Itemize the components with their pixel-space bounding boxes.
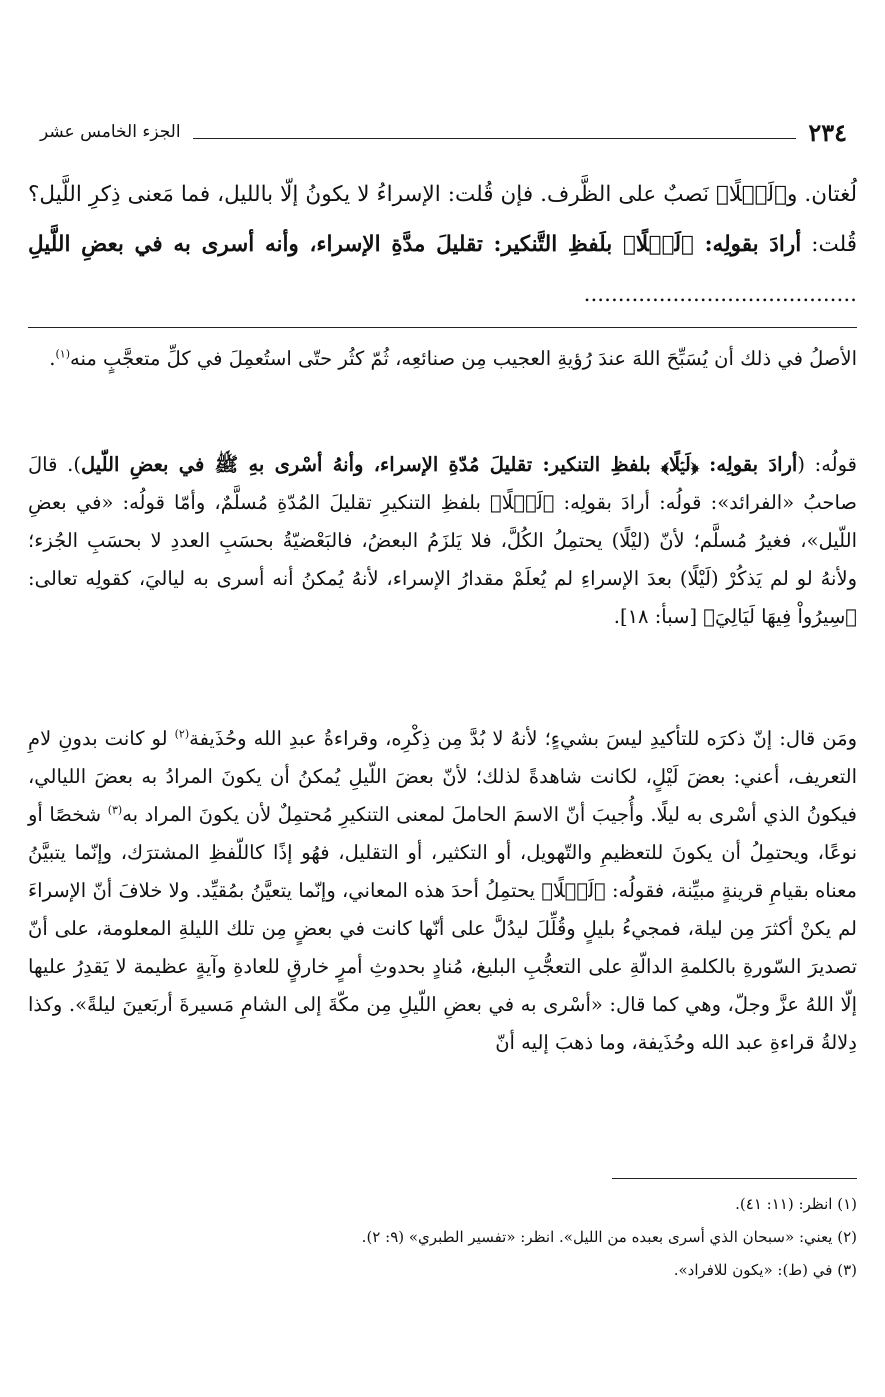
commentary-p3-part-a: ومَن قال: إنّ ذكرَه للتأكيدِ ليسَ بشيءٍ؛ لأنهُ لا بُدَّ مِن ذِكْرِه، وقراءةُ عبدِ الله وحُذَيفة (189, 727, 858, 750)
commentary-paragraph-1 (28, 340, 857, 378)
main-text-dots: ........................................ (583, 282, 857, 307)
page-number: ٢٣٤ (808, 117, 847, 147)
footnote-ref-2: (٢) (174, 727, 190, 741)
commentary-paragraph-2 (28, 446, 857, 636)
main-text-part-b: أرادَ بقولِه: ﴿لَيۡلًا﴾ بلَفظِ التَّنكير: تقليلَ مدَّةِ الإسراء، وأنه أسرى به في بعضِ اللَّيلِ (28, 232, 802, 257)
footnotes (28, 1188, 857, 1287)
main-text (28, 170, 857, 320)
footnote-rule (612, 1178, 857, 1179)
commentary-p2-lead: قولُه: ( (797, 453, 858, 476)
footnote-3: (٣) في (ط): «يكون للافراد». (673, 1261, 857, 1279)
commentary-p3-part-b: لو كانت بدونِ لامِ التعريف، أعني: بعضَ لَيْلٍ، لكانت شاهدةً لذلك؛ لأنّ بعضَ اللّيلِ يُمكنُ أن يكونَ المرادُ به بعضَ الليالي، فيكونُ الذي أسْرى به ليلًا. وأُجيبَ أنّ الاسمَ الحاملَ لمعنى التنكيرِ مُحتمِلٌ لأن يكونَ المراد به (28, 727, 857, 826)
footnote-1: (١) انظر: (١١: ٤١). (735, 1195, 857, 1213)
footnote-ref-1: (١) (55, 347, 71, 361)
page-header (40, 112, 847, 152)
main-text-part-a: لُغتان. و﴿لَيۡلًا﴾ نَصبٌ على الظَّرف. فإن قُلت: الإسراءُ لا يكونُ إلّا بالليل، فما مَعنى ذِكرِ اللَّيل؟ قُلت: (28, 182, 857, 257)
commentary-p2-body: ). قالَ صاحبُ «الفرائد»: قولُه: أرادَ بقولِه: ﴿لَيۡلًا﴾ بلفظِ التنكيرِ تقليلَ المُدّةِ مُسلَّمٌ، وأمّا قولُه: «في بعضِ اللّيل»، فغيرُ مُسلَّم؛ لأنّ (ليْلًا) يحتمِلُ الكُلَّ، فلا يَلزَمُ البعضُ، فالبَعْضيّةُ بحسَبِ العددِ لا بحسَبِ الجُزء؛ ولأنهُ لو لم يَذكُرْ (لَيْلًا) بعدَ الإسراءِ لم يُعلَمْ مقدارُ الإسراء، لأنهُ يُمكنُ أنه أسرى به لياليَ، كقولِه تعالى: ﴿سِيرُواْ فِيهَا لَيَالِيَ﴾ [سبأ: ١٨]. (28, 453, 857, 628)
commentary-p3-part-c: شخصًا أو نوعًا، ويحتمِلُ أن يكونَ للتعظيمِ والتّهويل، أو التكثير، أو التقليل، فهُو إذًا كاللّفظِ المشترَك، وإنّما يتبيَّنُ معناه بقيامِ قرينةٍ مبيِّنة، فقولُه: ﴿لَيۡلًا﴾ يحتمِلُ أحدَ هذه المعاني، وإنّما يتعيَّنُ بمُقيِّد. ولا خلافَ أنّ الإسراءَ لم يكنْ أكثرَ مِن ليلة، فمجيءُ بليلٍ وقُلِّلَ ليدُلَّ على أنّها كانت في بعضٍ مِن تلك الليلةِ المعلومة، على أنّ تصديرَ السّورةِ بالكلمةِ الدالّةِ على التعجُّبِ البليغ، مُنادٍ بحدوثِ أمرٍ خارقٍ للعادةِ وآيةٍ عظيمة لا يَقدِرُ عليها إلّا اللهُ عزَّ وجلّ، وهي كما قال: «أسْرى به في بعضِ اللّيلِ مِن مكّةَ إلى الشامِ مَسيرةَ أربَعينَ ليلةً». وكذا دِلالةُ قراءةِ عبد الله وحُذَيفة، وما ذهبَ إليه أنّ (28, 803, 857, 1054)
volume-title: الجزء الخامس عشر (40, 122, 181, 142)
separator-rule (28, 327, 857, 328)
commentary-p1-text: الأصلُ في ذلك أن يُسَبِّحَ اللهَ عندَ رُؤيةِ العجيب مِن صنائعِه، ثُمّ كثُر حتّى استُعمِلَ في كلِّ متعجَّبٍ منه (70, 347, 857, 370)
header-rule (193, 138, 797, 139)
footnote-2: (٢) يعني: «سبحان الذي أسرى بعبده من الليل». انظر: «تفسير الطبري» (٩: ٢). (361, 1228, 857, 1246)
footnote-ref-3: (٣) (107, 803, 123, 817)
commentary-paragraph-3 (28, 720, 857, 1062)
commentary-p1-end: . (49, 347, 56, 370)
commentary-p2-quote: أرادَ بقولِه: ﴿لَيۡلًا﴾ بلفظِ التنكير: تقليلَ مُدّةِ الإسراء، وأنهُ أسْرى بهِ ﷺ في بعضِ اللّيل (80, 453, 798, 476)
